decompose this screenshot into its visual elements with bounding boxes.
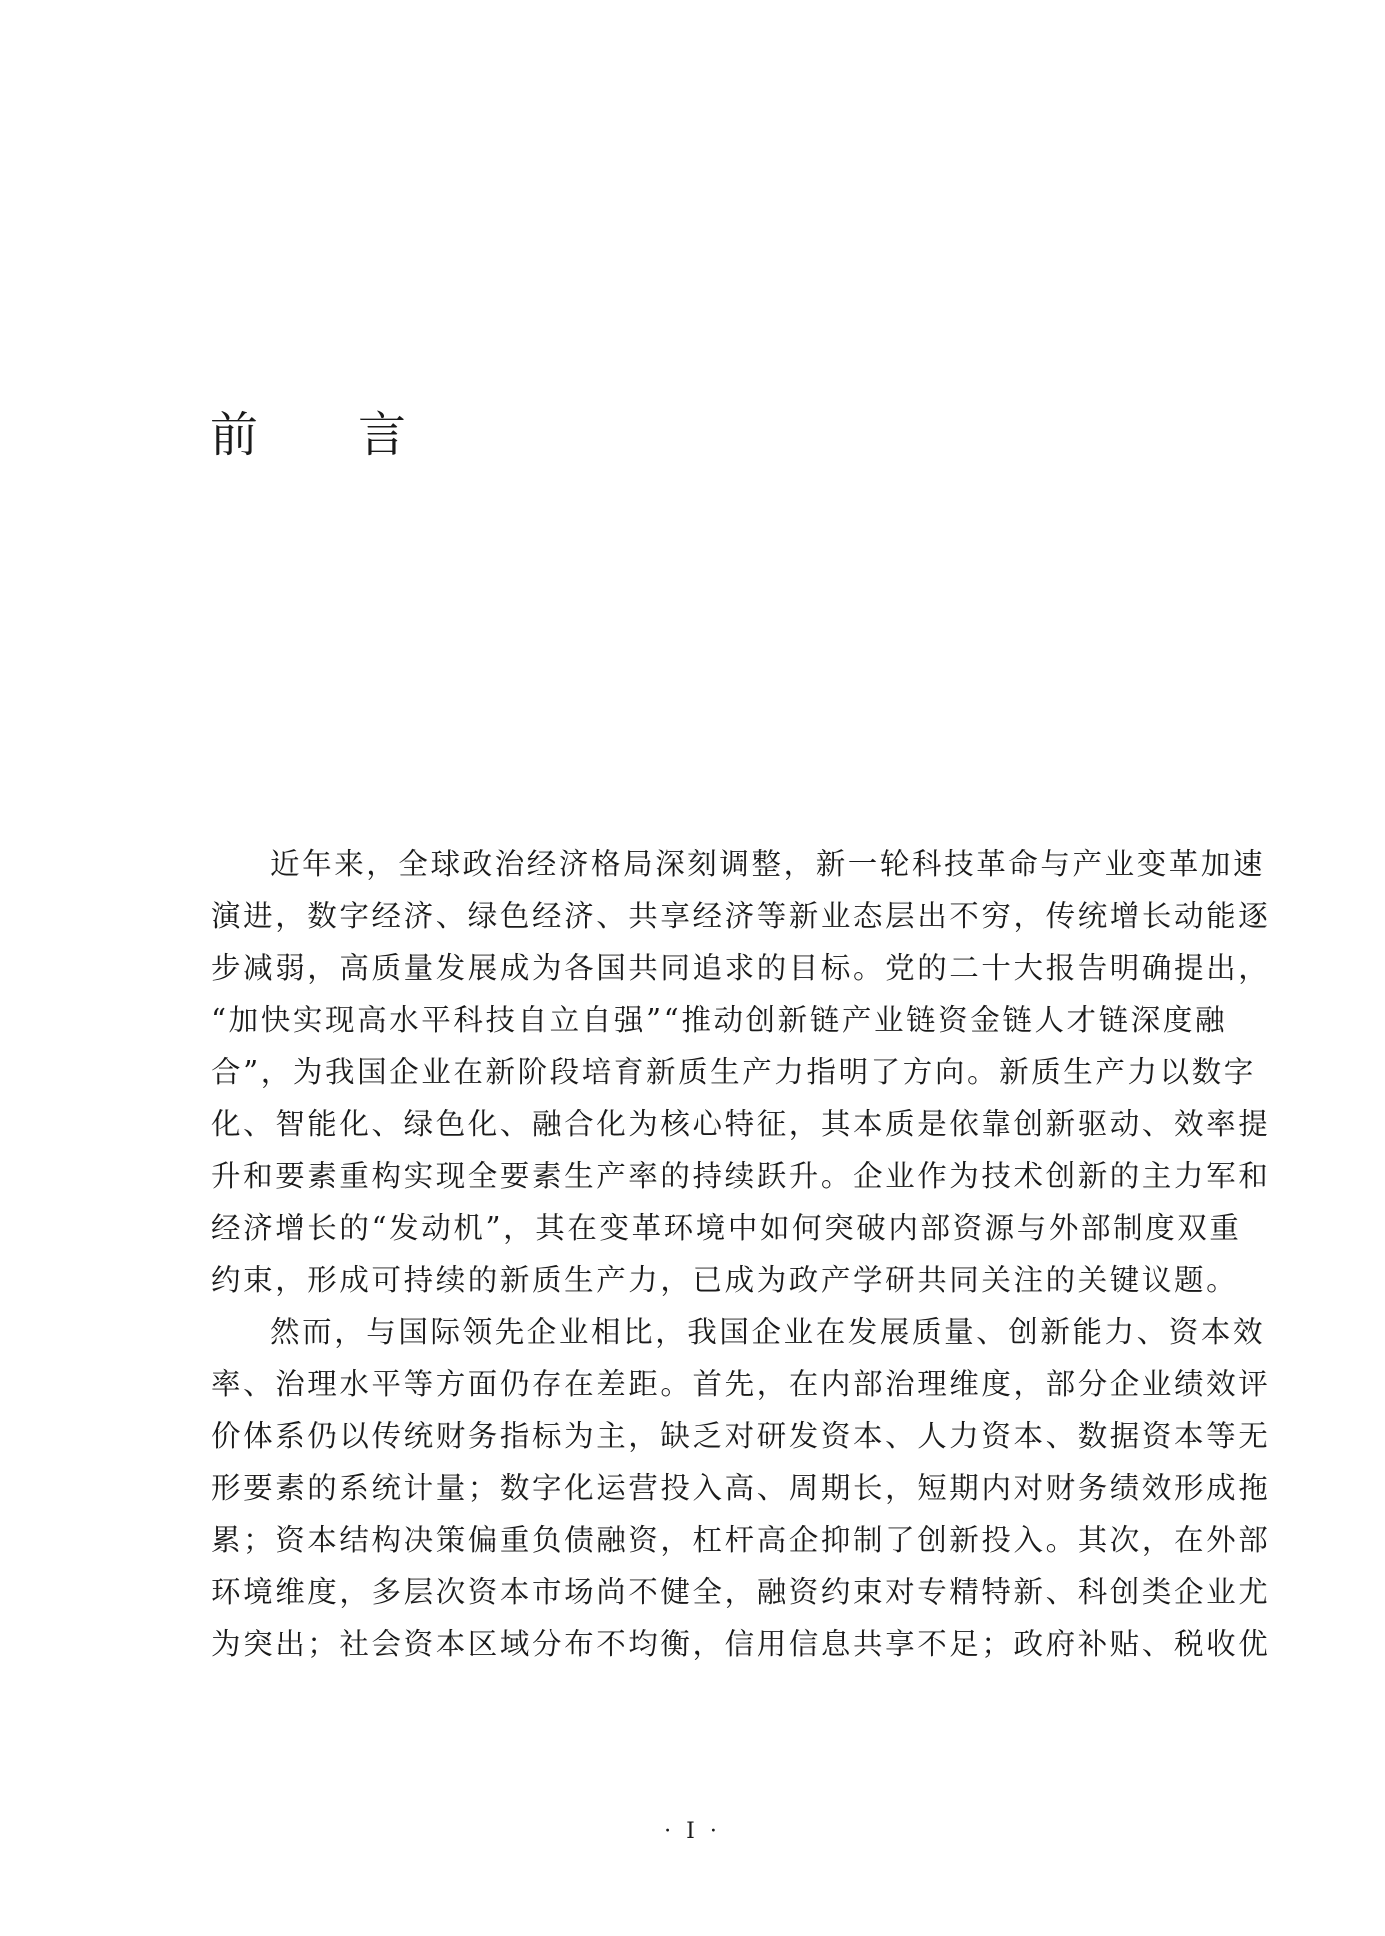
paragraph-2-line-5: 累；资本结构决策偏重负债融资，杠杆高企抑制了创新投入。其次，在外部: [211, 1523, 1271, 1557]
paragraph-2-line-2: 率、治理水平等方面仍存在差距。首先，在内部治理维度，部分企业绩效评: [211, 1367, 1271, 1401]
paragraph-1-line-5: 合”，为我国企业在新阶段培育新质生产力指明了方向。新质生产力以数字: [211, 1055, 1256, 1089]
page-title: [210, 405, 406, 465]
paragraph-1-line-9: 约束，形成可持续的新质生产力，已成为政产学研共同关注的关键议题。: [211, 1263, 1239, 1297]
body-text: [211, 838, 1271, 1670]
paragraph-1-line-3: 步减弱，高质量发展成为各国共同追求的目标。党的二十大报告明确提出，: [211, 951, 1271, 985]
paragraph-2-line-3: 价体系仍以传统财务指标为主，缺乏对研发资本、人力资本、数据资本等无: [211, 1419, 1271, 1453]
paragraph-2-line-1: 然而，与国际领先企业相比，我国企业在发展质量、创新能力、资本效: [270, 1315, 1266, 1349]
paragraph-1-line-7: 升和要素重构实现全要素生产率的持续跃升。企业作为技术创新的主力军和: [211, 1159, 1271, 1193]
page-number: · I ·: [664, 1819, 721, 1844]
title-char-2: 言: [358, 407, 407, 463]
title-char-1: 前: [210, 407, 259, 463]
paragraph-1-line-1: 近年来，全球政治经济格局深刻调整，新一轮科技革命与产业变革加速: [270, 847, 1266, 881]
paragraph-2-line-6: 环境维度，多层次资本市场尚不健全，融资约束对专精特新、科创类企业尤: [211, 1575, 1271, 1609]
paragraph-1-line-8: 经济增长的“发动机”，其在变革环境中如何突破内部资源与外部制度双重: [211, 1211, 1242, 1245]
paragraph-1-line-2: 演进，数字经济、绿色经济、共享经济等新业态层出不穷，传统增长动能逐: [211, 899, 1271, 933]
paragraph-1-line-6: 化、智能化、绿色化、融合化为核心特征，其本质是依靠创新驱动、效率提: [211, 1107, 1271, 1141]
paragraph-2-line-7: 为突出；社会资本区域分布不均衡，信用信息共享不足；政府补贴、税收优: [211, 1627, 1271, 1661]
paragraph-2-line-4: 形要素的系统计量；数字化运营投入高、周期长，短期内对财务绩效形成拖: [211, 1471, 1271, 1505]
paragraph-1-line-4: “加快实现高水平科技自立自强”“推动创新链产业链资金链人才链深度融: [211, 1003, 1228, 1037]
